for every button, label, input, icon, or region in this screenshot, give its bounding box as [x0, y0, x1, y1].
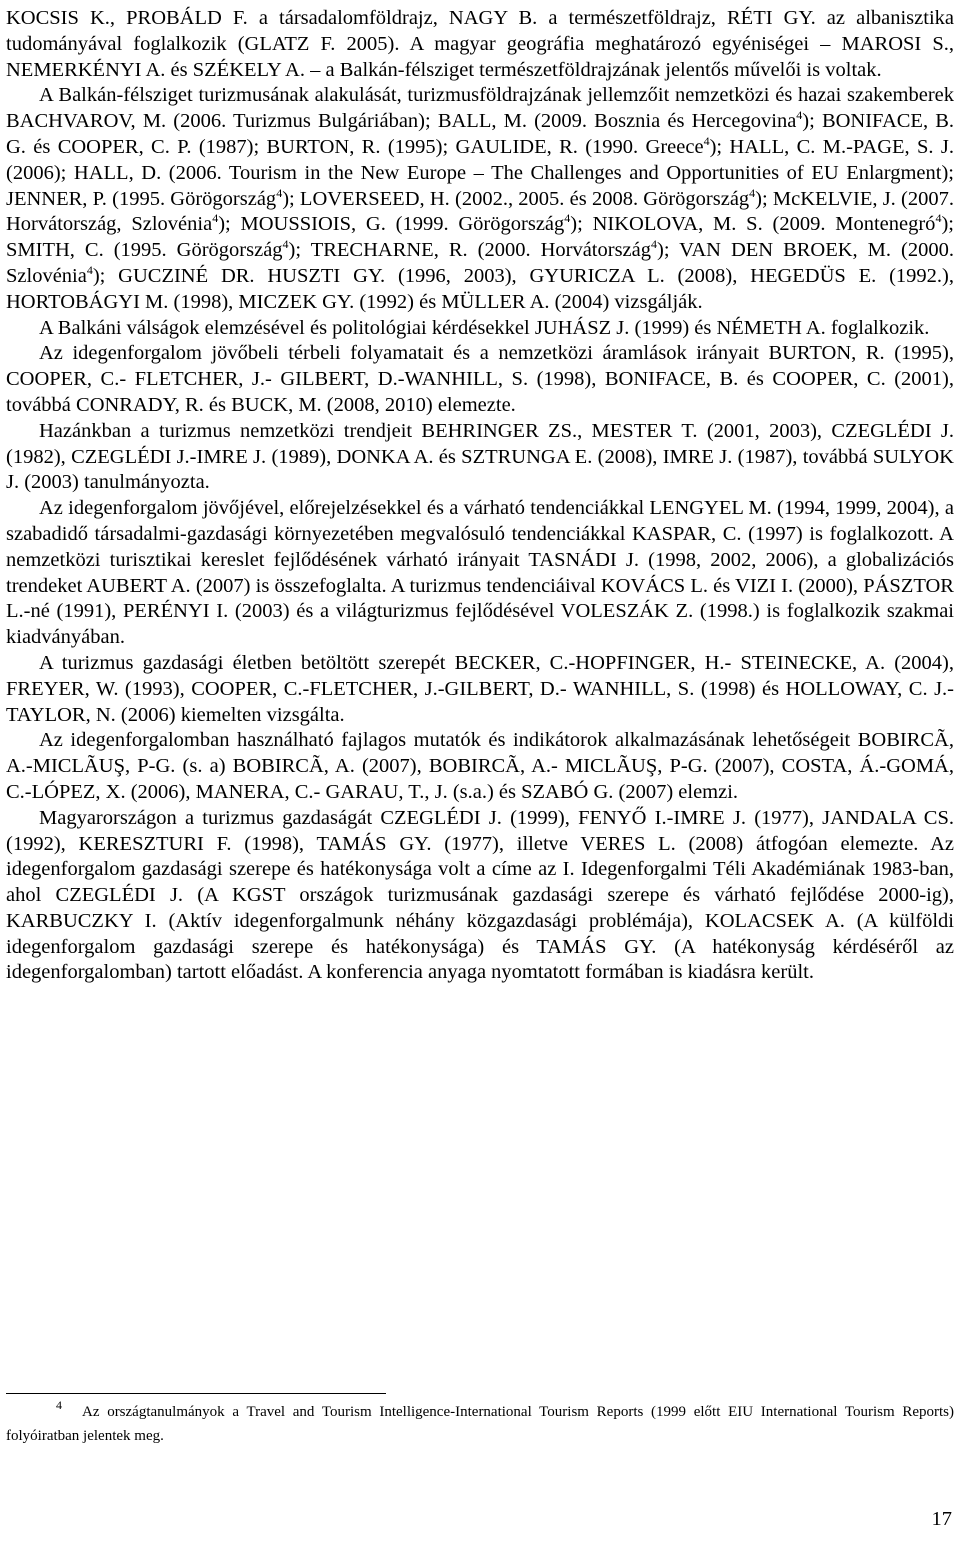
paragraph-text: Az idegenforgalom jövőjével, előrejelzésekkel és a várható tendenciákkal LENGYEL M. (1994, 1999, 2004), a szabadidő társadalmi-gazdasági környezetében megvalósuló tendenciákkal KASPAR, C. (1997) is foglalkozott. A nemzetközi turisztikai kereslet fejlődésének várható irányait TASNÁDI J. (1998, 2002, 2006), a globalizációs trendeket AUBERT A. (2007) is összefoglalta. A turizmus tendenciáival KOVÁCS L. és VIZI I. (2000), PÁSZTOR L.-né (1991), PERÉNYI I. (2003) és a világturizmus fejlődésével VOLESZÁK Z. (1998.) is foglalkozik szakmai kiadványában. [6, 497, 954, 649]
footnote-reference: 4 [935, 211, 942, 226]
footnote-mark: 4 [56, 1398, 62, 1412]
paragraph-text: Magyarországon a turizmus gazdaságát CZEGLÉDI J. (1999), FENYŐ I.-IMRE J. (1977), JANDALA CS. (1992), KERESZTURI F. (1998), TAMÁS GY. (1977), illetve VERES L. (2008) átfogóan elemezte. Az idegenforgalom gazdasági szerepe és hatékonysága volt a címe az I. Idegenforgalmi Téli Akadémiának 1983-ban, ahol CZEGLÉDI J. (A KGST országok turizmusának gazdasági szerepe és várható fejlődése 2000-ig), KARBUCZKY I. (Aktív idegenforgalmunk néhány közgazdasági problémája), KOLACSEK A. (A külföldi idegenforgalom gazdasági szerepe és hatékonysága) és TAMÁS GY. (A hatékonyság kérdéséről az idegenforgalomban) tartott előadást. A konferencia anyaga nyomtatott formában is kiadásra került. [6, 806, 954, 984]
paragraph-text: ); TRECHARNE, R. (2000. Horvátország [288, 239, 652, 262]
footnote-reference: 4 [651, 237, 658, 252]
paragraph-text: Az idegenforgalom jövőbeli térbeli folyamatait és a nemzetközi áramlások irányait BURTON, R. (1995), COOPER, C.- FLETCHER, J.- GILBERT, D.-WANHILL, S. (1998), BONIFACE, B. és COOPER, C. (2001), továbbá CONRADY, R. és BUCK, M. (2008, 2010) elemezte. [6, 342, 954, 416]
footnote-reference: 4 [276, 185, 283, 200]
paragraph-text: ); GUCZINÉ DR. HUSZTI GY. (1996, 2003), GYURICZA L. (2008), HEGEDÜS E. (1992.), HORTOBÁGYI M. (1998), MICZEK GY. (1992) és MÜLLER A. (2004) vizsgálják. [6, 264, 954, 313]
paragraph-text: Hazánkban a turizmus nemzetközi trendjeit BEHRINGER ZS., MESTER T. (2001, 2003), CZEGLÉDI J. (1982), CZEGLÉDI J.-IMRE J. (1989), DONKA A. és SZTRUNGA E. (2008), IMRE J. (1987), továbbá SULYOK J. (2003) tanulmányozta. [6, 419, 954, 494]
paragraph-text: ); VAN DEN BROEK, M. (2000. Szlovénia [6, 239, 954, 287]
footnote-divider [6, 1393, 386, 1394]
paragraph-text: A turizmus gazdasági életben betöltött szerepét BECKER, C.-HOPFINGER, H.- STEINECKE, A. (2004), FREYER, W. (1993), COOPER, C.-FLETCHER, J.-GILBERT, D.- WANHILL, S. (1998) és HOLLOWAY, C. J.-TAYLOR, N. (2006) kiemelten vizsgálta. [6, 651, 954, 726]
footnote-reference: 4 [282, 237, 289, 252]
paragraph [6, 341, 954, 418]
footnote-reference: 4 [796, 108, 803, 123]
footnote-reference: 4 [86, 263, 93, 278]
paragraph-text: ); MOUSSIOIS, G. (1999. Görögország [218, 213, 565, 236]
paragraph [6, 728, 954, 805]
footnote-text: Az országtanulmányok a Travel and Tourism Intelligence-International Tourism Reports (1999 előtt EIU International Tourism Reports) folyóiratban jelentek meg. [6, 1404, 954, 1444]
paragraph-text: A Balkán-félsziget turizmusának alakulását, turizmusföldrajzának jellemzőit nemzetközi és hazai szakemberek BACHVAROV, M. (2006. Turizmus Bulgáriában); BALL, M. (2009. Bosznia és Hercegovina [6, 84, 954, 133]
paragraph-text: KOCSIS K., PROBÁLD F. a társadalomföldrajz, NAGY B. a természetföldrajz, RÉTI GY. az albanisztika tudományával foglalkozik (GLATZ F. 2005). A magyar geográfia meghatározó egyéniségei – MAROSI S., NEMERKÉNYI A. és SZÉKELY A. – a Balkán-félsziget természetföldrajzának jelentős művelői is voltak. [6, 7, 954, 81]
paragraph [6, 83, 954, 315]
footnote-reference: 4 [703, 134, 710, 149]
paragraph [6, 419, 954, 496]
paragraph [6, 651, 954, 728]
page-body [6, 6, 954, 986]
page-number: 17 [931, 1508, 952, 1530]
paragraph [6, 316, 954, 342]
paragraph-text: ); LOVERSEED, H. (2002., 2005. és 2008. Görögország [282, 187, 750, 210]
paragraph-text: A Balkáni válságok elemzésével és politológiai kérdésekkel JUHÁSZ J. (1999) és NÉMETH A. foglalkozik. [39, 316, 930, 339]
paragraph-text: ); SMITH, C. (1995. Görögország [6, 213, 954, 262]
footnote [6, 1400, 954, 1448]
paragraph [6, 806, 954, 987]
footnote-reference: 4 [749, 185, 756, 200]
paragraph-text: ); McKELVIE, J. (2007. Horvátország, Szlovénia [6, 187, 954, 236]
paragraph-text: ); BONIFACE, B. G. és COOPER, C. P. (1987); BURTON, R. (1995); GAULIDE, R. (1990. Greece [6, 110, 954, 158]
paragraph-text: ); HALL, C. M.-PAGE, S. J. (2006); HALL, D. (2006. Tourism in the New Europe – The Challenges and Opportunities of EU Enlargment); JENNER, P. (1995. Görögország [6, 135, 954, 210]
paragraph [6, 6, 954, 83]
paragraph [6, 496, 954, 651]
footnote-reference: 4 [212, 211, 219, 226]
paragraph-text: Az idegenforgalomban használható fajlagos mutatók és indikátorok alkalmazásának lehetőségeit BOBIRCÃ, A.-MICLÃUŞ, P-G. (s. a) BOBIRCÃ, A. (2007), BOBIRCÃ, A.- MICLÃUŞ, P-G. (2007), COSTA, Á.-GOMÁ, C.-LÓPEZ, X. (2006), MANERA, C.- GARAU, T., J. (s.a.) és SZABÓ G. (2007) elemzi. [6, 729, 954, 803]
footnote-reference: 4 [564, 211, 571, 226]
paragraph-text: ); NIKOLOVA, M. S. (2009. Montenegró [570, 213, 936, 236]
